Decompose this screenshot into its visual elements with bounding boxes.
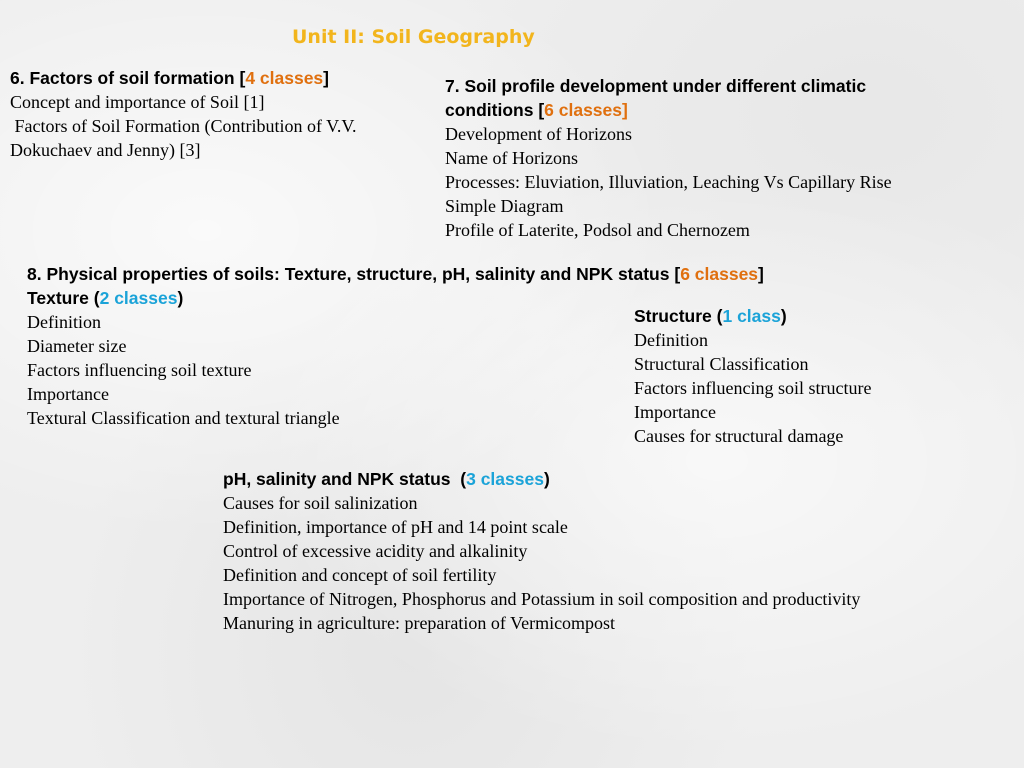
texture-class-count: 2 classes xyxy=(99,288,178,308)
structure-item: Structural Classification xyxy=(634,354,809,374)
section-8-heading-text: 8. Physical properties of soils: Texture, structure, pH, salinity and NPK status [ xyxy=(27,264,681,284)
ph-item: Manuring in agriculture: preparation of Vermicompost xyxy=(223,613,616,633)
section-7-heading-text: conditions [ xyxy=(445,100,545,120)
section-7-item: Processes: Eluviation, Illuviation, Leaching Vs Capillary Rise xyxy=(445,172,892,192)
section-6-heading-text: 6. Factors of soil formation [ xyxy=(10,68,246,88)
structure-heading-close: ) xyxy=(780,306,787,326)
ph-heading xyxy=(223,467,860,491)
texture-item: Textural Classification and textural triangle xyxy=(27,408,340,428)
section-7-heading-line1: 7. Soil profile development under different climatic xyxy=(445,76,867,96)
ph-class-count: 3 classes xyxy=(466,469,544,489)
texture-item: Diameter size xyxy=(27,336,127,356)
slide-title: Unit II: Soil Geography xyxy=(292,26,535,48)
section-7 xyxy=(445,74,892,242)
ph-heading-text: pH, salinity and NPK status ( xyxy=(223,469,467,489)
section-8-heading xyxy=(27,262,764,286)
ph-item: Definition and concept of soil fertility xyxy=(223,565,497,585)
section-7-heading-line2 xyxy=(445,98,892,122)
structure-section xyxy=(634,304,871,448)
texture-item: Definition xyxy=(27,312,101,332)
ph-section xyxy=(223,467,860,635)
ph-item: Importance of Nitrogen, Phosphorus and Potassium in soil composition and productivity xyxy=(223,589,861,609)
section-6 xyxy=(10,66,357,162)
section-6-item: Dokuchaev and Jenny) [3] xyxy=(10,140,201,160)
structure-heading-text: Structure ( xyxy=(634,306,723,326)
ph-item: Definition, importance of pH and 14 point scale xyxy=(223,517,568,537)
structure-class-count: 1 class xyxy=(722,306,781,326)
section-6-item: Concept and importance of Soil [1] xyxy=(10,92,265,112)
texture-item: Factors influencing soil texture xyxy=(27,360,252,380)
ph-item: Causes for soil salinization xyxy=(223,493,418,513)
texture-heading-close: ) xyxy=(177,288,184,308)
structure-heading xyxy=(634,304,871,328)
section-6-class-count: 4 classes xyxy=(245,68,324,88)
section-7-item: Simple Diagram xyxy=(445,196,564,216)
section-6-heading-close: ] xyxy=(323,68,329,88)
structure-item: Importance xyxy=(634,402,716,422)
section-8-heading-close: ] xyxy=(758,264,764,284)
section-6-item: Factors of Soil Formation (Contribution of V.V. xyxy=(10,116,357,136)
structure-item: Causes for structural damage xyxy=(634,426,844,446)
section-7-item: Profile of Laterite, Podsol and Chernozem xyxy=(445,220,750,240)
section-7-heading-close: ] xyxy=(622,100,628,120)
structure-item: Factors influencing soil structure xyxy=(634,378,872,398)
section-6-heading xyxy=(10,66,357,90)
section-8-class-count: 6 classes xyxy=(680,264,759,284)
section-7-item: Name of Horizons xyxy=(445,148,578,168)
ph-heading-close: ) xyxy=(543,469,550,489)
structure-item: Definition xyxy=(634,330,708,350)
texture-heading-text: Texture ( xyxy=(27,288,100,308)
section-7-class-count: 6 classes xyxy=(544,100,623,120)
texture-item: Importance xyxy=(27,384,109,404)
section-7-item: Development of Horizons xyxy=(445,124,632,144)
ph-item: Control of excessive acidity and alkalinity xyxy=(223,541,528,561)
